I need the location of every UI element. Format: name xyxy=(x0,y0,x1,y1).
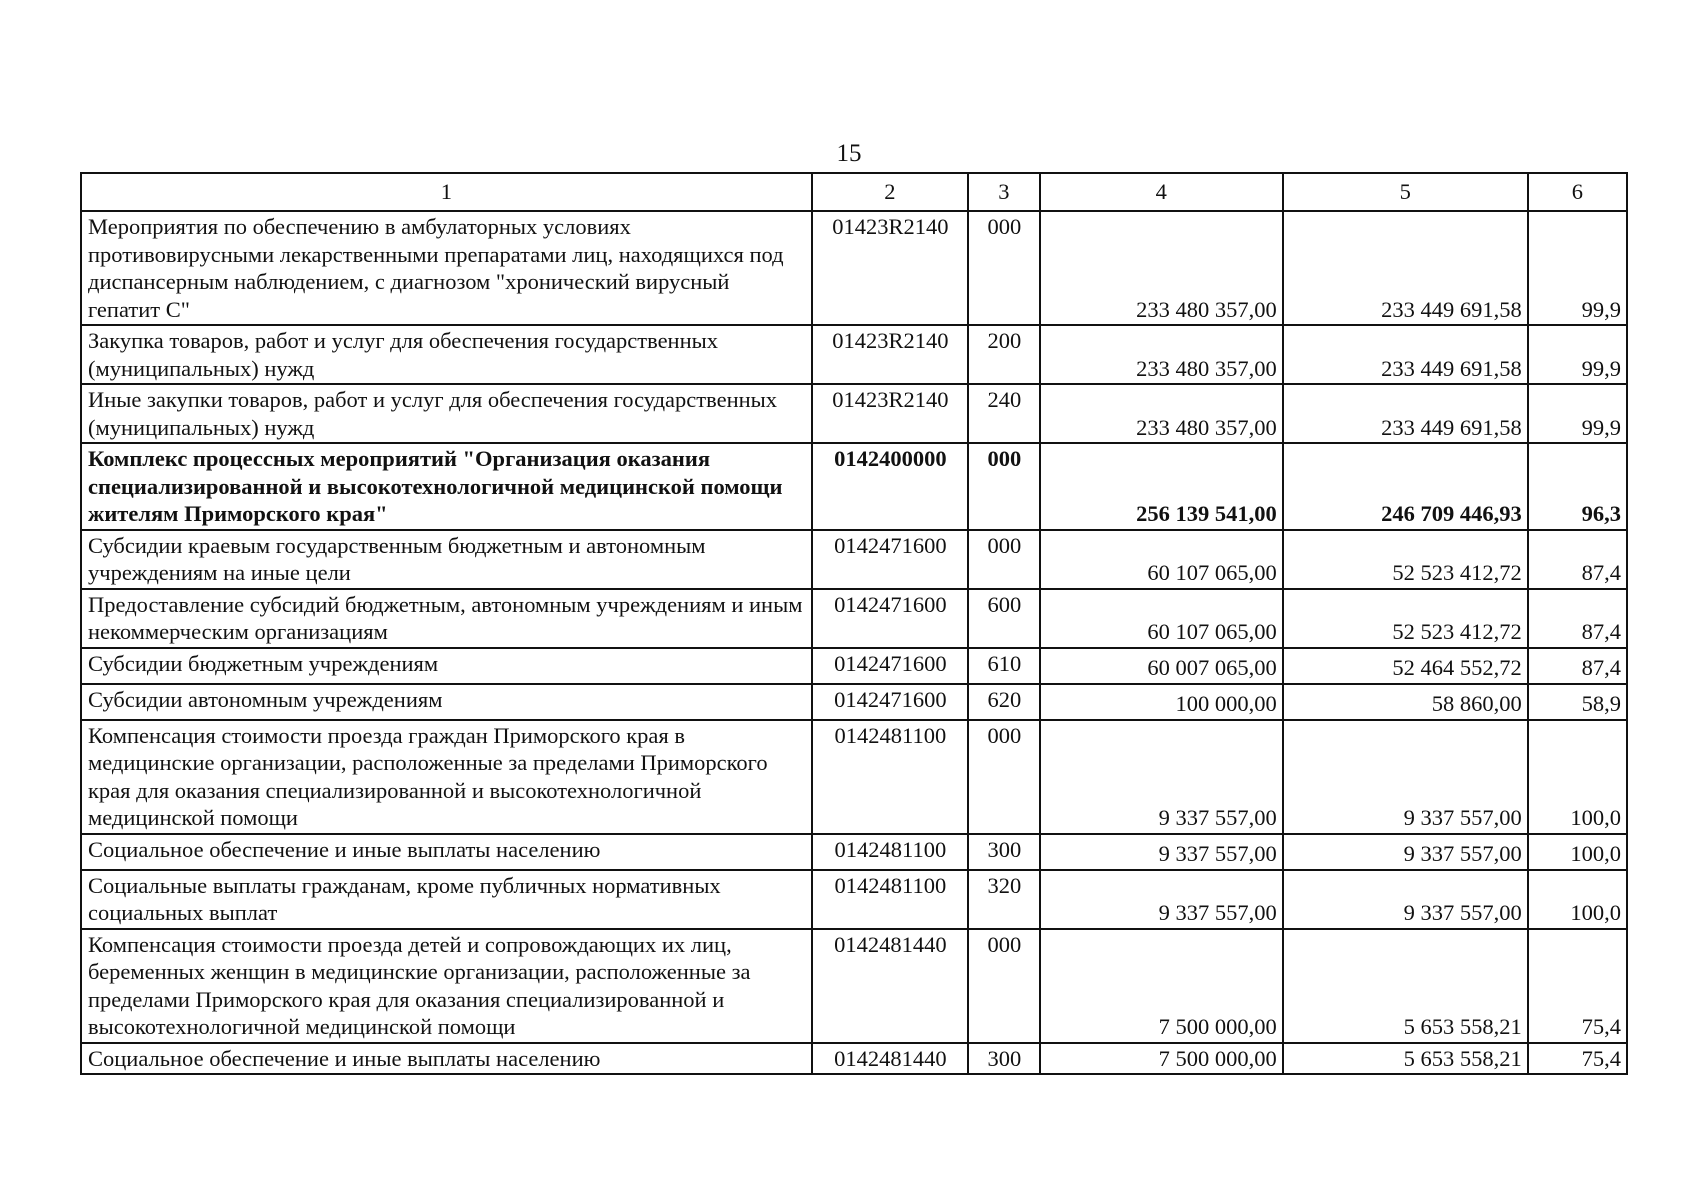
row-target-code: 0142481440 xyxy=(812,929,968,1043)
table-header-row xyxy=(81,173,1627,211)
row-name: Социальное обеспечение и иные выплаты населению xyxy=(81,834,812,870)
row-planned-amount: 7 500 000,00 xyxy=(1040,1043,1283,1075)
row-planned-amount: 9 337 557,00 xyxy=(1040,720,1283,834)
row-name: Иные закупки товаров, работ и услуг для обеспечения государственных (муниципальных) нужд xyxy=(81,384,812,443)
row-executed-amount: 246 709 446,93 xyxy=(1283,443,1528,530)
table-row xyxy=(81,1043,1627,1075)
page-number: 15 xyxy=(836,140,862,167)
row-execution-percent: 75,4 xyxy=(1528,1043,1627,1075)
row-target-code: 0142471600 xyxy=(812,589,968,648)
row-target-code: 0142481100 xyxy=(812,870,968,929)
row-name: Компенсация стоимости проезда детей и сопровождающих их лиц, беременных женщин в медицинские организации, расположенные за пределами Приморского края для оказания специализированной и высокотехнологичной медицинской помощи xyxy=(81,929,812,1043)
row-planned-amount: 60 007 065,00 xyxy=(1040,648,1283,684)
row-execution-percent: 100,0 xyxy=(1528,720,1627,834)
row-expense-type: 000 xyxy=(968,443,1040,530)
row-target-code: 0142471600 xyxy=(812,530,968,589)
row-name: Социальное обеспечение и иные выплаты населению xyxy=(81,1043,812,1075)
row-expense-type: 610 xyxy=(968,648,1040,684)
table-row xyxy=(81,530,1627,589)
column-header-3: 3 xyxy=(968,173,1040,211)
row-executed-amount: 9 337 557,00 xyxy=(1283,870,1528,929)
row-executed-amount: 233 449 691,58 xyxy=(1283,325,1528,384)
row-name: Субсидии краевым государственным бюджетным и автономным учреждениям на иные цели xyxy=(81,530,812,589)
table-row xyxy=(81,589,1627,648)
row-planned-amount: 256 139 541,00 xyxy=(1040,443,1283,530)
row-execution-percent: 75,4 xyxy=(1528,929,1627,1043)
row-planned-amount: 9 337 557,00 xyxy=(1040,834,1283,870)
row-planned-amount: 60 107 065,00 xyxy=(1040,589,1283,648)
row-planned-amount: 233 480 357,00 xyxy=(1040,384,1283,443)
column-header-5: 5 xyxy=(1283,173,1528,211)
row-planned-amount: 60 107 065,00 xyxy=(1040,530,1283,589)
row-executed-amount: 9 337 557,00 xyxy=(1283,834,1528,870)
row-execution-percent: 99,9 xyxy=(1528,384,1627,443)
row-expense-type: 000 xyxy=(968,530,1040,589)
row-expense-type: 240 xyxy=(968,384,1040,443)
row-name: Субсидии автономным учреждениям xyxy=(81,684,812,720)
row-name: Комплекс процессных мероприятий "Организация оказания специализированной и высокотехнологичной медицинской помощи жителям Приморского края" xyxy=(81,443,812,530)
row-name: Предоставление субсидий бюджетным, автономным учреждениям и иным некоммерческим организациям xyxy=(81,589,812,648)
row-executed-amount: 52 523 412,72 xyxy=(1283,530,1528,589)
row-name: Мероприятия по обеспечению в амбулаторных условиях противовирусными лекарственными препаратами лиц, находящихся под диспансерным наблюдением, с диагнозом "хронический вирусный гепатит С" xyxy=(81,211,812,325)
row-execution-percent: 100,0 xyxy=(1528,834,1627,870)
table-row xyxy=(81,720,1627,834)
table-row xyxy=(81,325,1627,384)
row-target-code: 01423R2140 xyxy=(812,325,968,384)
row-planned-amount: 7 500 000,00 xyxy=(1040,929,1283,1043)
row-planned-amount: 100 000,00 xyxy=(1040,684,1283,720)
table-row xyxy=(81,870,1627,929)
row-name: Субсидии бюджетным учреждениям xyxy=(81,648,812,684)
column-header-1: 1 xyxy=(81,173,812,211)
row-executed-amount: 52 464 552,72 xyxy=(1283,648,1528,684)
row-expense-type: 620 xyxy=(968,684,1040,720)
row-planned-amount: 9 337 557,00 xyxy=(1040,870,1283,929)
row-executed-amount: 52 523 412,72 xyxy=(1283,589,1528,648)
row-target-code: 0142400000 xyxy=(812,443,968,530)
table-row xyxy=(81,443,1627,530)
row-executed-amount: 233 449 691,58 xyxy=(1283,211,1528,325)
table-row xyxy=(81,648,1627,684)
row-target-code: 0142471600 xyxy=(812,648,968,684)
row-execution-percent: 100,0 xyxy=(1528,870,1627,929)
table-row xyxy=(81,384,1627,443)
table-row xyxy=(81,929,1627,1043)
budget-execution-table xyxy=(80,172,1628,1075)
row-execution-percent: 87,4 xyxy=(1528,648,1627,684)
row-target-code: 0142481100 xyxy=(812,834,968,870)
row-planned-amount: 233 480 357,00 xyxy=(1040,325,1283,384)
row-expense-type: 000 xyxy=(968,211,1040,325)
row-executed-amount: 5 653 558,21 xyxy=(1283,929,1528,1043)
row-execution-percent: 87,4 xyxy=(1528,589,1627,648)
column-header-6: 6 xyxy=(1528,173,1627,211)
row-target-code: 0142481440 xyxy=(812,1043,968,1075)
row-executed-amount: 233 449 691,58 xyxy=(1283,384,1528,443)
row-executed-amount: 58 860,00 xyxy=(1283,684,1528,720)
row-planned-amount: 233 480 357,00 xyxy=(1040,211,1283,325)
row-name: Компенсация стоимости проезда граждан Приморского края в медицинские организации, расположенные за пределами Приморского края для оказания специализированной и высокотехнологичной медицинской помощи xyxy=(81,720,812,834)
row-execution-percent: 99,9 xyxy=(1528,325,1627,384)
row-expense-type: 300 xyxy=(968,1043,1040,1075)
table-body xyxy=(81,211,1627,1074)
row-target-code: 0142481100 xyxy=(812,720,968,834)
row-execution-percent: 99,9 xyxy=(1528,211,1627,325)
row-expense-type: 300 xyxy=(968,834,1040,870)
column-header-2: 2 xyxy=(812,173,968,211)
row-target-code: 0142471600 xyxy=(812,684,968,720)
row-expense-type: 200 xyxy=(968,325,1040,384)
row-expense-type: 600 xyxy=(968,589,1040,648)
table-row xyxy=(81,834,1627,870)
row-name: Социальные выплаты гражданам, кроме публичных нормативных социальных выплат xyxy=(81,870,812,929)
row-expense-type: 000 xyxy=(968,720,1040,834)
column-header-4: 4 xyxy=(1040,173,1283,211)
row-executed-amount: 9 337 557,00 xyxy=(1283,720,1528,834)
table-row xyxy=(81,684,1627,720)
row-target-code: 01423R2140 xyxy=(812,384,968,443)
row-execution-percent: 96,3 xyxy=(1528,443,1627,530)
row-name: Закупка товаров, работ и услуг для обеспечения государственных (муниципальных) нужд xyxy=(81,325,812,384)
row-expense-type: 000 xyxy=(968,929,1040,1043)
row-target-code: 01423R2140 xyxy=(812,211,968,325)
row-expense-type: 320 xyxy=(968,870,1040,929)
row-execution-percent: 58,9 xyxy=(1528,684,1627,720)
row-executed-amount: 5 653 558,21 xyxy=(1283,1043,1528,1075)
table-row xyxy=(81,211,1627,325)
row-execution-percent: 87,4 xyxy=(1528,530,1627,589)
